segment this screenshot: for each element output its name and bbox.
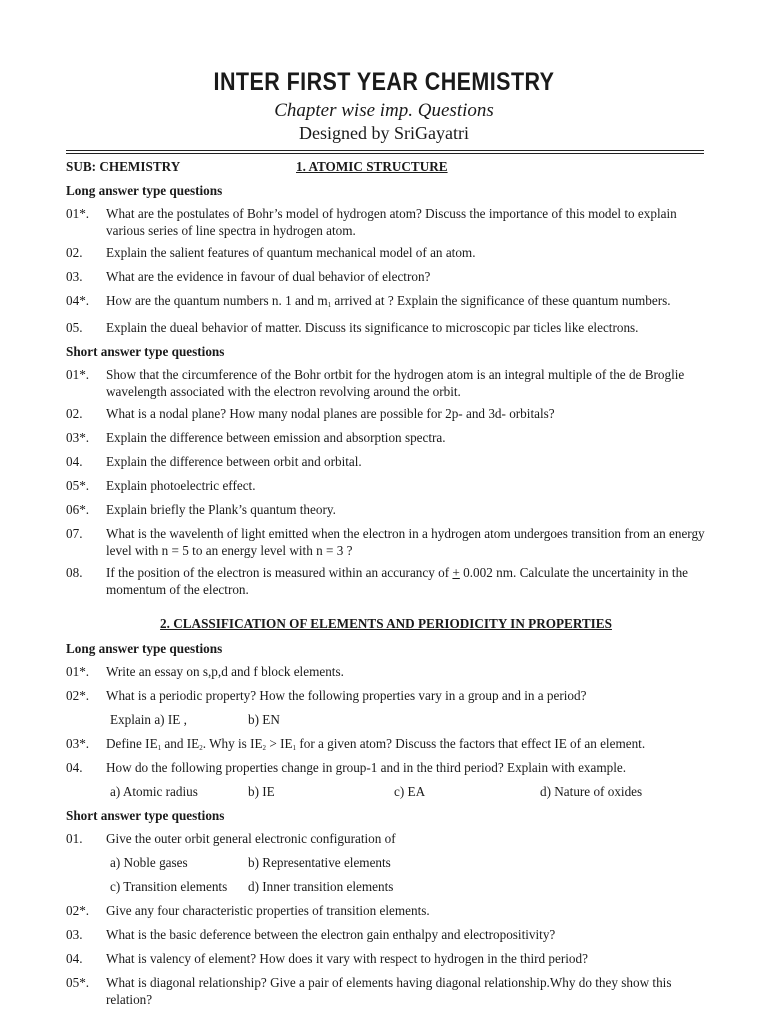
option-noble-gases: a) Noble gases [110,855,188,870]
question-text: Explain the dueal behavior of matter. Discuss its significance to microscopic par ticles like electrons. [106,320,639,335]
options-line [66,876,706,900]
question-text: Give any four characteristic properties of transition elements. [106,903,430,918]
plus-minus-sign: + [452,565,460,580]
option-nature-of-oxides: d) Nature of oxides [540,784,643,799]
header-rule-bottom [66,153,704,154]
question-number: 03. [66,269,83,284]
subscript: 1 [327,301,332,309]
question-text: Explain the difference between orbit and orbital. [106,454,362,469]
question [66,900,706,924]
question [66,475,706,499]
question [66,364,706,403]
option-representative-elements: b) Representative elements [248,855,391,870]
question [66,948,706,972]
chapter1-long-heading: Long answer type questions [66,183,223,198]
options-line [66,709,706,733]
question [66,203,706,242]
document-subtitle: Chapter wise imp. Questions [274,100,494,121]
option-transition-elements: c) Transition elements [110,879,228,894]
subscript: 1 [157,744,162,752]
options-line [66,781,706,805]
question-number: 03*. [66,736,90,751]
question-number: 05*. [66,975,90,990]
text-part: 0.002 nm. Calculate the uncertainity in the momentum of the electron. [106,565,689,597]
subscript: 2 [262,744,267,752]
question [66,828,706,852]
text-part: Define IE [106,736,158,751]
option-en: b) EN [248,712,280,727]
text-part: > IE [266,736,293,751]
subject-line [66,158,706,180]
question-text: What is diagonal relationship? Give a pair of elements having diagonal relationship.Why do they show this relation? [106,975,672,1007]
question-number: 02*. [66,903,90,918]
question-number: 05. [66,320,83,335]
question [66,685,706,709]
question-number: 02. [66,245,83,260]
question-number: 07. [66,526,83,541]
question [66,317,706,341]
question-number: 06*. [66,502,90,517]
question-number: 04. [66,951,83,966]
question [66,427,706,451]
document-title: INTER FIRST YEAR CHEMISTRY [213,68,555,96]
question-number: 01*. [66,367,90,382]
question-text [106,564,706,601]
question-text [106,292,706,317]
designer-credit: Designed by SriGayatri [299,123,469,143]
question [66,242,706,266]
question [66,562,706,601]
question-number: 01*. [66,664,90,679]
question-number: 02. [66,406,83,421]
question-text: Write an essay on s,p,d and f block elements. [106,664,344,679]
option-atomic-radius: a) Atomic radius [110,784,198,799]
question-text: What is a periodic property? How the following properties vary in a group and in a period? [106,688,587,703]
subscript: 2 [199,744,203,752]
chapter2-long-heading: Long answer type questions [66,641,223,656]
question-text: What are the evidence in favour of dual behavior of electron? [106,269,431,284]
question-text: Explain the difference between emission and absorption spectra. [106,430,446,445]
text-part: and IE [161,736,200,751]
question-text: Show that the circumference of the Bohr ortbit for the hydrogen atom is an integral multiple of the de Broglie wavelength associated with the electron revolving around the orbit. [106,367,685,399]
document-body [66,158,706,1011]
options-line [66,852,706,876]
question-number: 05*. [66,478,90,493]
option-ie: b) IE [248,784,275,799]
question-text: What is the wavelenth of light emitted when the electron in a hydrogen atom undergoes transition from an energy level with n = 5 to an energy level with n = 3 ? [106,526,705,558]
text-part: arrived at ? Explain the significance of these quantum numbers. [331,293,671,308]
question-text: What is the basic deference between the electron gain enthalpy and electropositivity? [106,927,556,942]
text-part: If the position of the electron is measured within an accurancy of [106,565,453,580]
question-text [106,735,706,757]
subject-label: SUB: CHEMISTRY [66,159,181,174]
question-number: 03. [66,927,83,942]
question-number: 01*. [66,206,90,221]
question [66,924,706,948]
question-number: 03*. [66,430,90,445]
question-number: 04*. [66,293,90,308]
question-number: 02*. [66,688,90,703]
question-number: 04. [66,454,83,469]
question [66,451,706,475]
question [66,266,706,290]
question [66,972,706,1011]
question [66,290,706,317]
option-inner-transition-elements: d) Inner transition elements [248,879,394,894]
option-ie: Explain a) IE , [110,712,187,727]
chapter2-title: 2. CLASSIFICATION OF ELEMENTS AND PERIODICITY IN PROPERTIES [160,616,612,631]
question-text: Explain briefly the Plank’s quantum theory. [106,502,336,517]
question-number: 08. [66,565,83,580]
question [66,661,706,685]
question [66,733,706,757]
subscript: 1 [292,744,297,752]
question-text: Explain the salient features of quantum mechanical model of an atom. [106,245,476,260]
question-text: What is valency of element? How does it vary with respect to hydrogen in the third period? [106,951,588,966]
question-text: How do the following properties change in group-1 and in the third period? Explain with example. [106,760,627,775]
text-part: for a given atom? Discuss the factors that effect IE of an element. [296,736,646,751]
option-ea: c) EA [394,784,426,799]
question [66,403,706,427]
question-text: What is a nodal plane? How many nodal planes are possible for 2p- and 3d- orbitals? [106,406,555,421]
question-text: Explain photoelectric effect. [106,478,256,493]
question-text: Give the outer orbit general electronic configuration of [106,831,396,846]
question-number: 04. [66,760,83,775]
question-number: 01. [66,831,83,846]
chapter1-short-heading: Short answer type questions [66,344,225,359]
question-text: What are the postulates of Bohr’s model of hydrogen atom? Discuss the importance of this model to explain various series of line spectra in hydrogen atom. [106,206,677,238]
text-part: How are the quantum numbers n. 1 and m [106,293,328,308]
question [66,499,706,523]
question [66,523,706,562]
header-rule-top [66,150,704,151]
chapter2-short-heading: Short answer type questions [66,808,225,823]
question [66,757,706,781]
chapter1-title: 1. ATOMIC STRUCTURE [296,159,448,174]
text-part: . Why is IE [202,736,263,751]
